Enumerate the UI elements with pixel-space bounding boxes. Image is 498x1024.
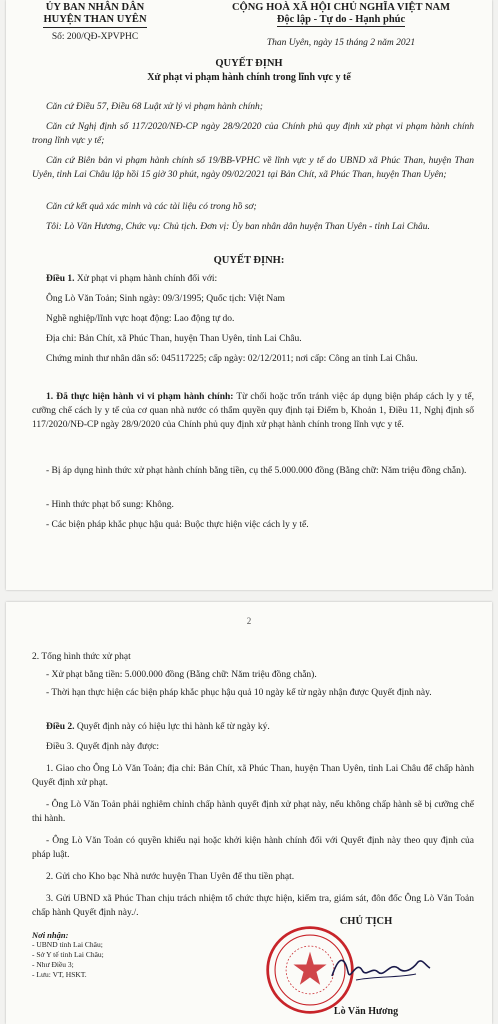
article-2-text: Quyết định này có hiệu lực thi hành kể từ ngày ký. [74,722,270,732]
violator-person: Ông Lò Văn Toản; Sinh ngày: 09/3/1995; Quốc tịch: Việt Nam [46,294,285,304]
decide-heading: QUYẾT ĐỊNH: [213,255,285,266]
recipient-item: - Như Điều 3; [32,960,74,969]
motto: Độc lập - Tự do - Hạnh phúc [276,14,406,25]
document-page-1 [6,0,492,590]
article-1-intro [32,272,474,286]
document-number: Số: 200/QĐ-XPVPHC [51,32,139,42]
signer-name: Lò Văn Hương [333,1006,399,1017]
fine-form: - Bị áp dụng hình thức xử phạt hành chính bằng tiền, cụ thể 5.000.000 đồng (Bằng chữ: Năm triệu đồng chẵn). [46,466,467,476]
authority-statement: Tôi: Lò Văn Hương, Chức vụ: Chủ tịch. Đơn vị: Ủy ban nhân dân huyện Than Uyên - tỉnh Lai Châu. [46,222,430,232]
article-3-item-2: 2. Gửi cho Kho bạc Nhà nước huyện Than Uyên để thu tiền phạt. [46,872,295,882]
handwritten-signature [326,948,436,988]
article-3-item-3: 3. Gửi UBND xã Phúc Than chịu trách nhiệm tổ chức thực hiện, kiểm tra, giám sát, đôn đốc Ông Lò Văn Toản chấp hành Quyết định này./. [32,894,474,918]
authority-line-1: ỦY BAN NHÂN DÂN [45,2,145,13]
article-3-item-1a: - Ông Lò Văn Toản phải nghiêm chỉnh chấp hành quyết định xử phạt này, nếu không chấp hành sẽ bị cưỡng chế thi hành. [32,800,474,824]
legal-basis-4: Căn cứ kết quả xác minh và các tài liệu có trong hồ sơ; [46,202,257,212]
legal-basis-3: Căn cứ Biên bản vi phạm hành chính số 19/BB-VPHC về lĩnh vực y tế do UBND xã Phúc Than, huyện Than Uyên, tỉnh Lai Châu lập hồi 15 giờ 30 phút, ngày 09/02/2021 tại Bản Chít, xã Phúc Than, huyện Than Uyên; [32,156,474,180]
nation-name: CỘNG HOÀ XÃ HỘI CHỦ NGHĨA VIỆT NAM [231,2,451,13]
signer-title: CHỦ TỊCH [339,916,393,927]
recipients-block [32,930,232,980]
recipient-item: - Lưu: VT, HSKT. [32,970,87,979]
violator-job: Nghề nghiệp/lĩnh vực hoạt động: Lao động tự do. [46,314,235,324]
recipient-item: - Sở Y tế tỉnh Lai Châu; [32,950,104,959]
document-subtitle: Xử phạt vi phạm hành chính trong lĩnh vực y tế [147,72,351,83]
document-title: QUYẾT ĐỊNH [215,58,283,69]
summary-fine: - Xử phạt bằng tiền: 5.000.000 đồng (Bằng chữ: Năm triệu đồng chẵn). [46,670,317,680]
summary-deadline: - Thời hạn thực hiện các biện pháp khắc phục hậu quả 10 ngày kể từ ngày nhận được Quyết định này. [46,688,432,698]
issuing-authority [6,2,184,28]
article-3-item-1b: - Ông Lò Văn Toản có quyền khiếu nại hoặc khởi kiện hành chính đối với Quyết định này theo quy định của pháp luật. [32,836,474,860]
violation-act-text: Từ chối hoặc trốn tránh việc áp dụng biện pháp cách ly y tế, cưỡng chế cách ly y tế của cơ quan nhà nước có thẩm quyền quy định tại Điểm b, Khoản 1, Điều 11, Nghị định số 117/2020/NĐ-CP ngày 28/9/2020 của Chính phủ quy định xử phạt hành chính trong lĩnh vực y tế. [32,392,474,430]
additional-penalty: - Hình thức phạt bổ sung: Không. [46,500,174,510]
article-2-label: Điều 2. [46,722,75,732]
article-3-item-1: 1. Giao cho Ông Lò Văn Toản; địa chỉ: Bản Chít, xã Phúc Than, huyện Than Uyên, tỉnh Lai Châu để chấp hành Quyết định xử phạt. [32,764,474,788]
national-heading [192,2,490,26]
article-3-label: Điều 3. [46,742,74,752]
article-2 [32,720,474,734]
legal-basis-1: Căn cứ Điều 57, Điều 68 Luật xử lý vi phạm hành chính; [46,102,263,112]
authority-line-2: HUYỆN THAN UYÊN [43,14,146,28]
remedial-measures: - Các biện pháp khắc phục hậu quả: Buộc thực hiện việc cách ly y tế. [46,520,309,530]
page-number: 2 [246,616,252,626]
issue-date: Than Uyên, ngày 15 tháng 2 năm 2021 [266,38,416,48]
recipient-item: - UBND tỉnh Lai Châu; [32,940,103,949]
article-1-label: Điều 1. [46,274,75,284]
article-1-text: Xử phạt vi phạm hành chính đối với: [74,274,218,284]
summary-heading: 2. Tổng hình thức xử phạt [32,652,131,662]
article-3-text: Quyết định này được: [73,742,160,752]
recipients-heading: Nơi nhận: [32,930,69,940]
violator-address: Địa chỉ: Bản Chít, xã Phúc Than, huyện Than Uyên, tỉnh Lai Châu. [46,334,302,344]
article-3 [32,740,474,754]
document-page-2 [6,602,492,1024]
violation-act-label: 1. Đã thực hiện hành vi vi phạm hành chính: [46,392,234,402]
violation-act [32,390,474,432]
violator-id-card: Chứng minh thư nhân dân số: 045117225; cấp ngày: 02/12/2011; nơi cấp: Công an tỉnh Lai Châu. [46,354,418,364]
legal-basis-2: Căn cứ Nghị định số 117/2020/NĐ-CP ngày 28/9/2020 của Chính phủ quy định xử phạt vi phạm hành chính trong lĩnh vực y tế; [32,122,474,146]
